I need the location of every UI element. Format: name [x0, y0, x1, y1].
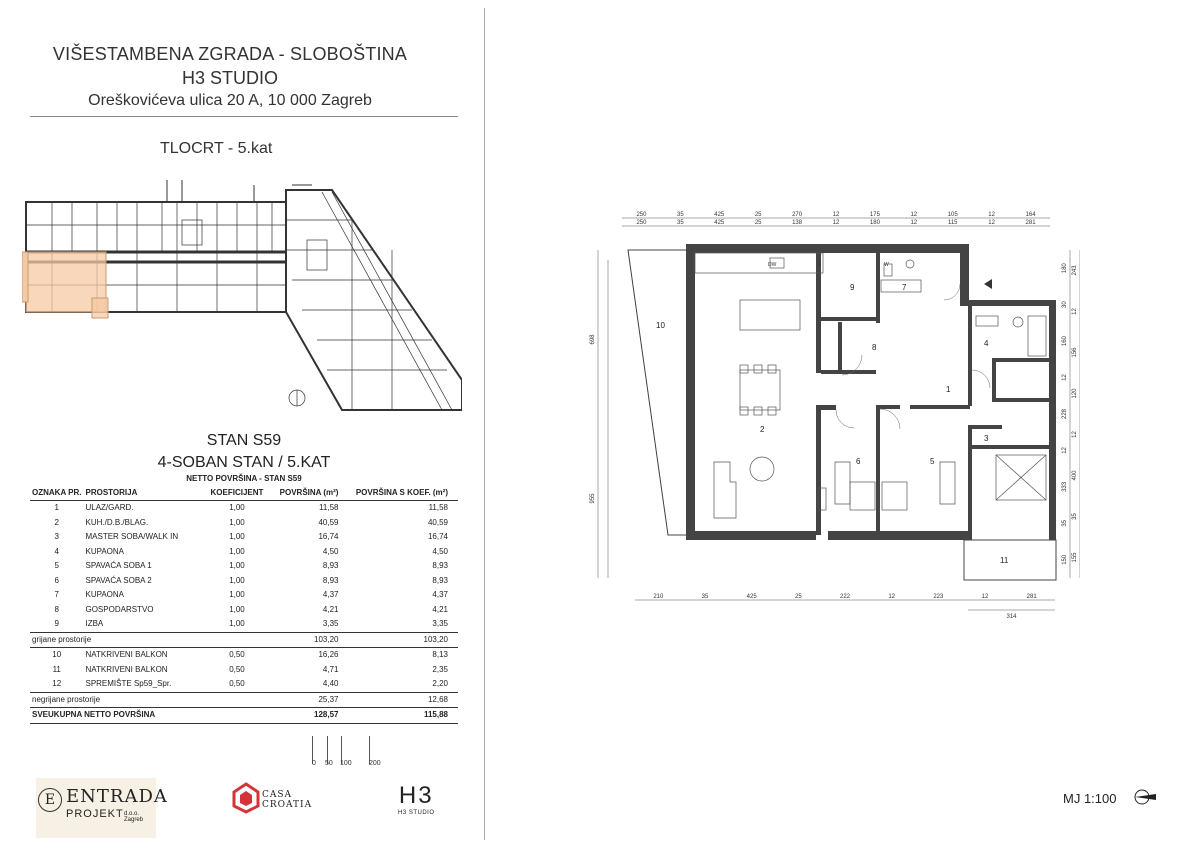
scale-label: MJ 1:100 — [1063, 791, 1117, 806]
room-area: 4,71 — [322, 664, 339, 674]
room-area-coef: 40,59 — [427, 517, 448, 527]
key-plan-wing-east — [286, 190, 462, 410]
heated-row — [30, 617, 458, 632]
dimension-label: 425 — [746, 594, 757, 600]
dimension-label: 35 — [677, 212, 684, 218]
dimension-label: 12 — [888, 594, 896, 600]
address: Oreškovićeva ulica 20 A, 10 000 Zagreb — [88, 92, 372, 109]
room-name: SPAVAĆA SOBA 1 — [85, 561, 152, 571]
casa-croatia-logo — [232, 782, 313, 819]
dimension-label: 150 — [1062, 554, 1068, 565]
room-number-8: 8 — [872, 343, 877, 352]
dimension-label: 281 — [1025, 220, 1036, 226]
room-area-coef: 4,50 — [432, 546, 448, 556]
unheated-row — [30, 677, 458, 692]
room-area: 8,93 — [322, 561, 339, 571]
room-name: KUPAONA — [85, 590, 125, 600]
room-no: 8 — [54, 604, 59, 614]
room-area: 4,21 — [322, 604, 339, 614]
room-area: 11,58 — [319, 503, 339, 513]
heated-row — [30, 501, 458, 516]
dimension-label: 180 — [1062, 263, 1068, 274]
h3-mark-icon: H3 — [398, 782, 434, 809]
room-coef: 0,50 — [229, 679, 245, 689]
dimension-label: 180 — [869, 220, 880, 226]
unit-type: 4-SOBAN STAN / 5.KAT — [157, 454, 331, 471]
dimension-label: 175 — [869, 212, 880, 218]
room-name: GOSPODARSTVO — [85, 604, 154, 614]
heated-row — [30, 530, 458, 545]
heated-row — [30, 588, 458, 603]
room-coef: 1,00 — [229, 517, 245, 527]
dimension-label: 425 — [714, 212, 725, 218]
room-coef: 1,00 — [229, 575, 245, 585]
room-no: 9 — [54, 619, 59, 629]
room-name: KUH./D.B./BLAG. — [85, 517, 149, 527]
dimension-label: 243 — [1072, 265, 1078, 276]
entrada-emblem-icon: E — [38, 788, 62, 812]
dimension-label: 12 — [1062, 447, 1068, 454]
room-area: 40,59 — [318, 517, 339, 527]
room-area-coef: 8,93 — [432, 561, 448, 571]
dimension-label: 12 — [832, 220, 840, 226]
entrance-arrow-icon — [984, 279, 992, 289]
room-name: SPAVAĆA SOBA 2 — [85, 575, 152, 585]
dimension-label: 105 — [947, 212, 958, 218]
room-name: NATKRIVENI BALKON — [85, 664, 168, 674]
dimension-label: 228 — [1062, 408, 1068, 420]
fixture-dw: DW — [768, 262, 777, 268]
dimension-label: 12 — [981, 594, 989, 600]
casa-croatia-icon — [232, 782, 260, 814]
casa-logo-line1: CASA — [262, 790, 293, 800]
col-header-area-coef: POVRŠINA S KOEF. (m²) — [348, 486, 458, 501]
dimension-label: 223 — [933, 594, 944, 600]
room-area-coef: 8,13 — [432, 650, 448, 660]
room-area-coef: 3,35 — [432, 619, 448, 629]
room-coef: 1,00 — [229, 503, 245, 513]
dimension-label: 210 — [653, 594, 664, 600]
room-no: 12 — [52, 679, 62, 689]
room-no: 11 — [52, 664, 61, 674]
room-area: 4,37 — [322, 590, 339, 600]
room-area-coef: 2,35 — [432, 664, 448, 674]
room-area: 8,93 — [322, 575, 339, 585]
unheated-sum-label: negrijane prostorije — [30, 692, 266, 708]
heated-row — [30, 574, 458, 589]
dimension-label: 12 — [910, 212, 918, 218]
room-number-4: 4 — [984, 339, 989, 348]
dimension-label: 698 — [590, 334, 596, 345]
studio-title: H3 STUDIO — [181, 68, 278, 88]
room-area-coef: 2,20 — [432, 679, 448, 689]
room-no: 2 — [54, 517, 59, 527]
dimension-label: 155 — [1072, 552, 1078, 563]
unheated-sum-area: 25,37 — [266, 692, 348, 708]
room-coef: 0,50 — [229, 650, 245, 660]
dimension-label: 333 — [1062, 481, 1068, 492]
room-coef: 1,00 — [229, 604, 245, 614]
area-table-header — [30, 486, 458, 501]
dimension-label: 160 — [1062, 336, 1068, 347]
page-divider — [484, 8, 485, 840]
room-area: 16,26 — [318, 650, 339, 660]
room-name: KUPAONA — [85, 546, 125, 556]
room-name: SPREMIŠTE Sp59_Spr. — [85, 679, 172, 689]
room-no: 10 — [52, 650, 62, 660]
room-area-coef: 4,21 — [432, 604, 448, 614]
entrada-logo-subtext: PROJEKT — [66, 808, 124, 820]
room-name: IZBA — [85, 619, 104, 629]
building-title: VIŠESTAMBENA ZGRADA - SLOBOŠTINA — [52, 44, 408, 64]
dimension-label: 12 — [988, 212, 995, 218]
room-area-coef: 4,37 — [432, 590, 448, 600]
dimension-label: 12 — [910, 220, 918, 226]
total-label: SVEUKUPNA NETTO POVRŠINA — [30, 708, 266, 724]
dimension-label: 12 — [1062, 374, 1068, 381]
area-table — [30, 486, 458, 724]
unheated-sum-row — [30, 692, 458, 708]
scale-tick-0: 0 — [312, 760, 316, 767]
room-no: 5 — [54, 561, 59, 571]
room-coef: 1,00 — [229, 619, 245, 629]
dimension-label: 138 — [792, 220, 803, 226]
room-area-coef: 16,74 — [427, 532, 448, 542]
scale-tick-50: 50 — [325, 760, 333, 767]
dimension-label: 115 — [947, 220, 958, 226]
room-number-9: 9 — [850, 283, 855, 292]
unheated-sum-area-coef: 12,68 — [348, 692, 458, 708]
room-area: 4,40 — [322, 679, 339, 689]
heated-row — [30, 603, 458, 618]
dimension-label: 250 — [636, 220, 647, 226]
room-name: MASTER SOBA/WALK IN — [85, 532, 179, 542]
room-coef: 1,00 — [229, 546, 245, 556]
room-no: 3 — [54, 532, 59, 542]
heated-sum-area: 103,20 — [266, 632, 348, 648]
dimension-label: 164 — [1025, 212, 1036, 218]
dimension-label: 35 — [1062, 519, 1068, 527]
dimension-label: 12 — [1072, 431, 1078, 438]
room-number-1: 1 — [946, 385, 951, 394]
entrada-logo-small: d.o.o. Zagreb — [124, 811, 144, 823]
dimension-label: 35 — [701, 594, 709, 600]
room-area: 16,74 — [318, 532, 339, 542]
room-name: NATKRIVENI BALKON — [85, 650, 168, 660]
dimension-label: 25 — [794, 594, 802, 600]
room-number-3: 3 — [984, 434, 989, 443]
room-coef: 0,50 — [229, 664, 245, 674]
balcony-11 — [964, 540, 1056, 580]
dimension-label: 955 — [590, 493, 596, 504]
dimension-label: 400 — [1072, 470, 1078, 481]
total-row — [30, 708, 458, 724]
header-divider — [30, 116, 458, 117]
room-number-2: 2 — [760, 425, 765, 434]
unheated-row — [30, 648, 458, 663]
dimension-label: 25 — [754, 220, 762, 226]
casa-logo-line2: CROATIA — [262, 800, 313, 810]
heated-sum-row — [30, 632, 458, 648]
dimension-label: 222 — [839, 594, 851, 600]
room-area: 4,50 — [322, 546, 339, 556]
room-no: 4 — [54, 546, 59, 556]
total-area-coef: 115,88 — [348, 708, 458, 724]
room-area-coef: 11,58 — [428, 503, 448, 513]
room-number-5: 5 — [930, 457, 935, 466]
dimension-label: 250 — [636, 212, 647, 218]
dimension-lines — [598, 218, 1080, 610]
dimension-label: 425 — [714, 220, 725, 226]
heated-sum-label: grijane prostorije — [30, 632, 266, 648]
unit-name: STAN S59 — [206, 432, 282, 449]
room-number-6: 6 — [856, 457, 861, 466]
unheated-row — [30, 663, 458, 678]
fixture-f: F — [818, 262, 822, 268]
entrada-logo — [36, 778, 168, 838]
room-no: 1 — [54, 503, 59, 513]
dimension-label: 12 — [832, 212, 840, 218]
col-header-room: PROSTORIJA — [83, 486, 207, 501]
room-coef: 1,00 — [229, 590, 245, 600]
dimension-label: 35 — [677, 220, 684, 226]
room-no: 6 — [54, 575, 59, 585]
area-table-title: NETTO POVRŠINA - STAN S59 — [186, 474, 302, 483]
dimension-label: 12 — [1072, 308, 1078, 315]
dimension-label: 12 — [988, 220, 995, 226]
dimension-label: 25 — [754, 212, 762, 218]
scale-tick-200: 200 — [369, 760, 381, 767]
dimension-label: 35 — [1072, 513, 1078, 520]
heated-sum-area-coef: 103,20 — [348, 632, 458, 648]
room-coef: 1,00 — [229, 532, 245, 542]
dimension-label: 30 — [1062, 301, 1068, 309]
fixture-w: W — [884, 262, 889, 268]
total-area: 128,57 — [266, 708, 348, 724]
room-number-10: 10 — [656, 321, 665, 330]
north-arrow-icon — [1132, 789, 1158, 805]
col-header-no: OZNAKA PR. — [30, 486, 83, 501]
dimension-label: 314 — [1006, 614, 1017, 620]
entrada-logo-text: ENTRADA — [66, 786, 168, 807]
room-coef: 1,00 — [229, 561, 245, 571]
room-area: 3,35 — [322, 619, 339, 629]
building-key-plan — [22, 180, 462, 416]
heated-row — [30, 545, 458, 560]
room-number-11: 11 — [1000, 556, 1009, 565]
room-no: 7 — [54, 590, 59, 600]
room-number-7: 7 — [902, 283, 907, 292]
dimension-label: 281 — [1026, 594, 1037, 600]
apartment-floor-plan — [580, 200, 1080, 620]
h3-studio-logo — [398, 782, 435, 816]
heated-row — [30, 516, 458, 531]
heated-row — [30, 559, 458, 574]
col-header-coef: KOEFICIJENT — [207, 486, 266, 501]
room-area-coef: 8,93 — [432, 575, 448, 585]
floor-label: TLOCRT - 5.kat — [160, 140, 273, 157]
room-name: ULAZ/GARD. — [85, 503, 134, 513]
balcony-10 — [628, 250, 688, 535]
h3-logo-text: H3 STUDIO — [398, 810, 435, 816]
scale-tick-100: 100 — [340, 760, 352, 767]
dimension-label: 120 — [1072, 388, 1078, 399]
dimension-label: 156 — [1072, 347, 1078, 358]
col-header-area: POVRŠINA (m²) — [266, 486, 348, 501]
dimension-label: 270 — [792, 212, 803, 218]
